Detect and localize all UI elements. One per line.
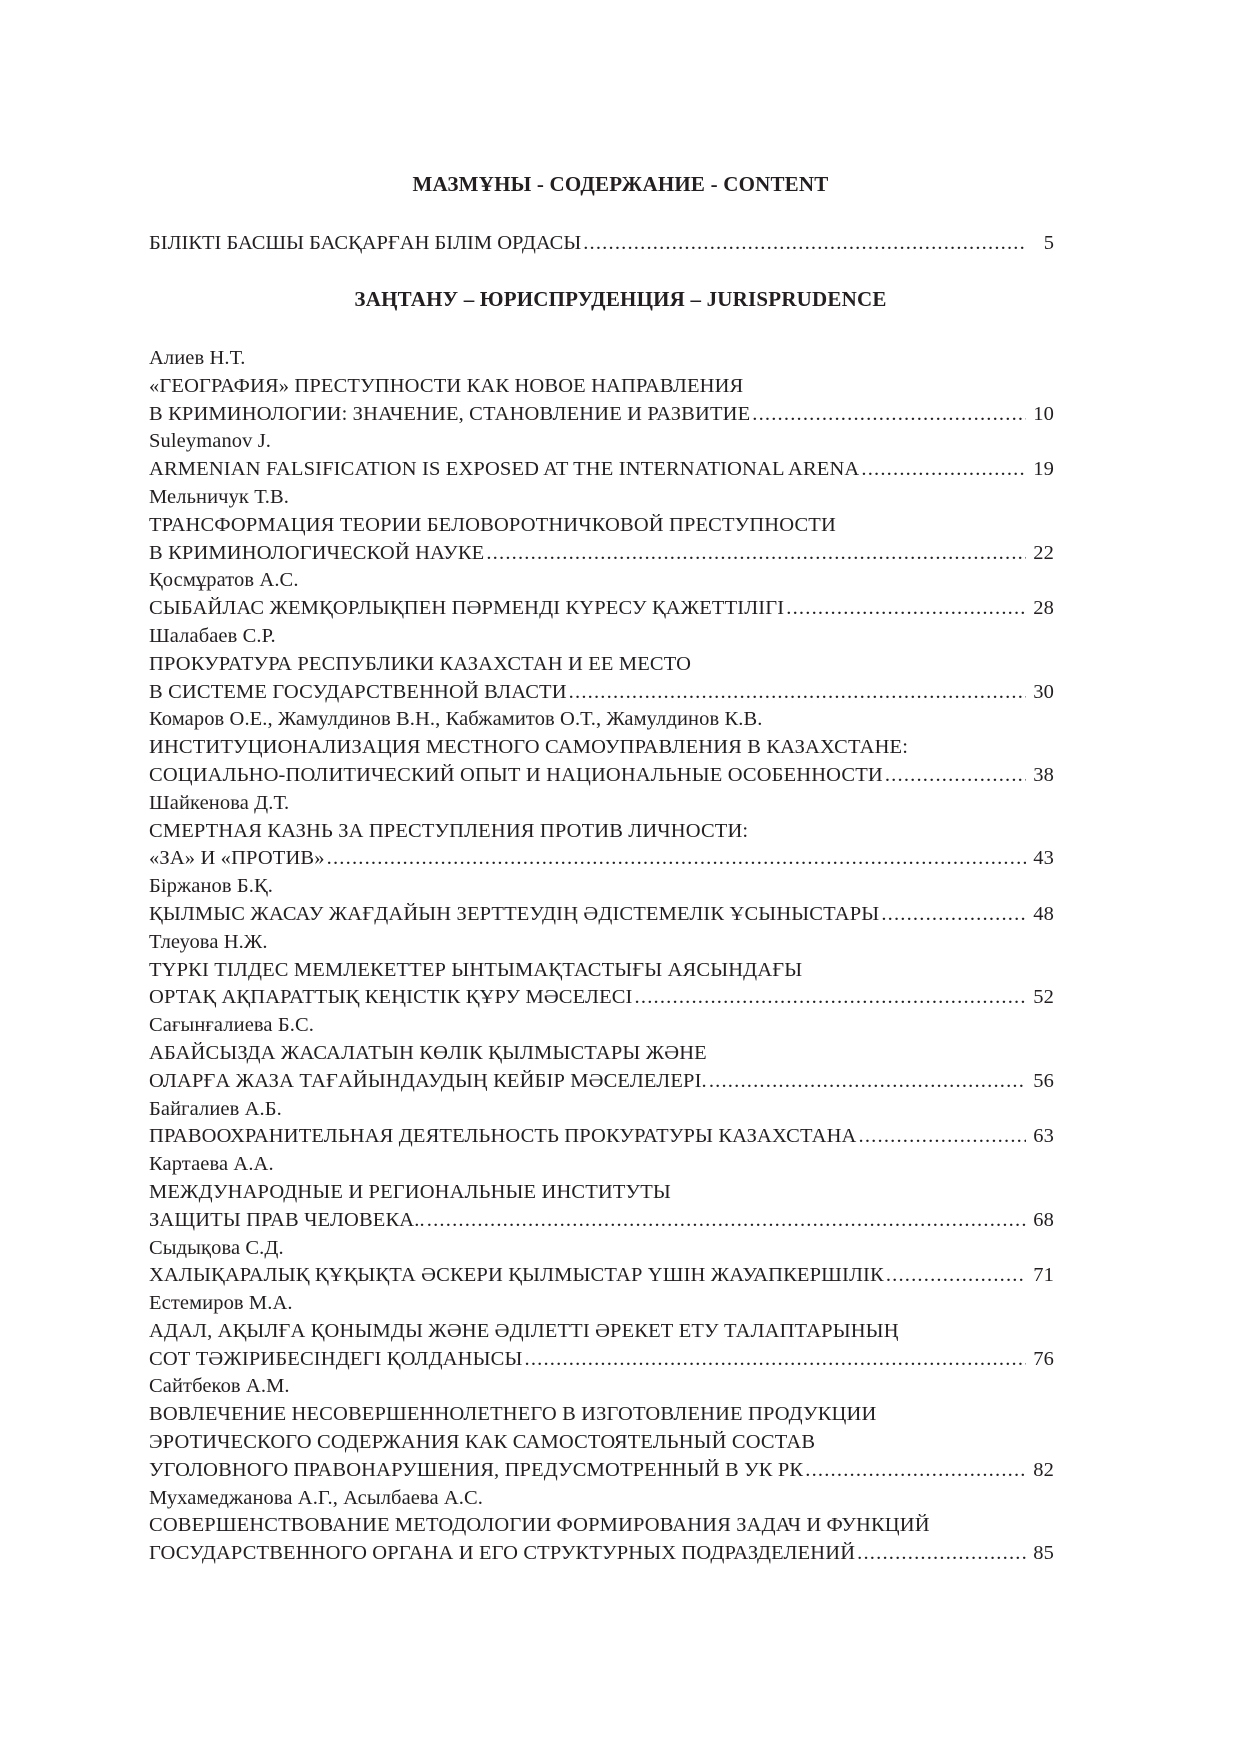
- dot-leader: [327, 845, 1026, 873]
- toc-entry-title-line: [149, 456, 1054, 484]
- toc-entry[interactable]: [149, 1096, 1054, 1152]
- toc-entry-title-line: [149, 1346, 1054, 1374]
- toc-entry-author: Картаева А.А.: [149, 1153, 274, 1176]
- toc-entry[interactable]: [149, 1373, 1054, 1484]
- toc-entry-title-text: СОЦИАЛЬНО-ПОЛИТИЧЕСКИЙ ОПЫТ И НАЦИОНАЛЬНЫЕ ОСОБЕННОСТИ: [149, 763, 883, 786]
- toc-entry-title-text: ARMENIAN FALSIFICATION IS EXPOSED AT THE INTERNATIONAL ARENA: [149, 458, 860, 481]
- dot-leader: [709, 1068, 1026, 1096]
- dot-leader: [786, 595, 1026, 623]
- toc-entry-title-line: [149, 595, 1054, 623]
- toc-entry-page: 43: [1033, 847, 1054, 870]
- toc-entry-title-line: [149, 1429, 1054, 1457]
- toc-entry-author: Естемиров М.А.: [149, 1292, 293, 1315]
- dot-leader: [486, 540, 1026, 568]
- toc-entry-page: 82: [1033, 1458, 1054, 1481]
- toc-entry-title-line: [149, 957, 1054, 985]
- dot-leader: [752, 401, 1026, 429]
- toc-entry-title-line: [149, 1262, 1054, 1290]
- toc-entry-title-line: [149, 401, 1054, 429]
- dot-leader: [861, 456, 1026, 484]
- dot-leader: [583, 230, 1026, 258]
- toc-entry-author: Сайтбеков А.М.: [149, 1375, 290, 1398]
- toc-intro: [149, 230, 1054, 258]
- toc-entry-author: Тлеуова Н.Ж.: [149, 930, 268, 953]
- toc-entry-title-text: ГОСУДАРСТВЕННОГО ОРГАНА И ЕГО СТРУКТУРНЫХ ПОДРАЗДЕЛЕНИЙ: [149, 1542, 856, 1565]
- toc-entry-title-line: [149, 1068, 1054, 1096]
- toc-entry-title-text: ПРОКУРАТУРА РЕСПУБЛИКИ КАЗАХСТАН И ЕЕ МЕСТО: [149, 652, 692, 675]
- toc-entry-title-text: УГОЛОВНОГО ПРАВОНАРУШЕНИЯ, ПРЕДУСМОТРЕННЫЙ В УК РК: [149, 1458, 804, 1481]
- toc-entry-page: 38: [1033, 763, 1054, 786]
- toc-entry-title-line: [149, 1207, 1054, 1235]
- toc-entry[interactable]: [149, 790, 1054, 873]
- toc-entry-title-line: [149, 734, 1054, 762]
- toc-entry-page: 76: [1033, 1347, 1054, 1370]
- toc-entry-author: Қосмұратов А.С.: [149, 569, 299, 592]
- page-title: МАЗМҰНЫ - СОДЕРЖАНИЕ - CONTENT: [412, 172, 829, 196]
- toc-intro-page: 5: [1043, 232, 1054, 254]
- toc-entry-title-text: В КРИМИНОЛОГИЧЕСКОЙ НАУКЕ: [149, 541, 485, 564]
- toc-entry-title-text: ЗАЩИТЫ ПРАВ ЧЕЛОВЕКА..: [149, 1208, 425, 1231]
- toc-entry-author: Шалабаев С.Р.: [149, 624, 276, 647]
- toc-entry[interactable]: [149, 1290, 1054, 1373]
- toc-entry-page: 52: [1033, 986, 1054, 1009]
- toc-entry-title-text: АДАЛ, АҚЫЛҒА ҚОНЫМДЫ ЖӘНЕ ӘДІЛЕТТІ ӘРЕКЕТ ЕТУ ТАЛАПТАРЫНЫҢ: [149, 1319, 899, 1342]
- toc-entry-title-line: [149, 1040, 1054, 1068]
- toc-entry-title-text: СМЕРТНАЯ КАЗНЬ ЗА ПРЕСТУПЛЕНИЯ ПРОТИВ ЛИЧНОСТИ:: [149, 819, 749, 842]
- toc-entry[interactable]: [149, 567, 1054, 623]
- toc-entry-page: 28: [1033, 597, 1054, 620]
- toc-entry-page: 48: [1033, 902, 1054, 925]
- toc-entry-author: Комаров О.Е., Жамулдинов В.Н., Кабжамитов О.Т., Жамулдинов К.В.: [149, 708, 763, 731]
- toc-entry[interactable]: [149, 623, 1054, 706]
- toc-entry-page: 30: [1033, 680, 1054, 703]
- dot-leader: [886, 1262, 1026, 1290]
- dot-leader: [805, 1457, 1026, 1485]
- dot-leader: [427, 1207, 1026, 1235]
- toc-entry-title-line: [149, 651, 1054, 679]
- toc-entry[interactable]: [149, 873, 1054, 929]
- toc-entry-title-line: [149, 1179, 1054, 1207]
- toc-entry-title-line: [149, 984, 1054, 1012]
- toc-entry-author: Мухамеджанова А.Г., Асылбаева А.С.: [149, 1486, 484, 1509]
- dot-leader: [859, 1123, 1026, 1151]
- toc-entry-page: 22: [1033, 541, 1054, 564]
- toc-entry-title-text: ТРАНСФОРМАЦИЯ ТЕОРИИ БЕЛОВОРОТНИЧКОВОЙ ПРЕСТУПНОСТИ: [149, 513, 836, 536]
- toc-entry-title-text: В КРИМИНОЛОГИИ: ЗНАЧЕНИЕ, СТАНОВЛЕНИЕ И РАЗВИТИЕ: [149, 402, 751, 425]
- toc-entry-author: Шайкенова Д.Т.: [149, 791, 290, 814]
- toc-entry-title-line: [149, 1540, 1054, 1568]
- toc-entry-title-text: МЕЖДУНАРОДНЫЕ И РЕГИОНАЛЬНЫЕ ИНСТИТУТЫ: [149, 1180, 671, 1203]
- dot-leader: [525, 1346, 1027, 1374]
- toc-entry-title-text: В СИСТЕМЕ ГОСУДАРСТВЕННОЙ ВЛАСТИ: [149, 680, 567, 703]
- toc-entry[interactable]: [149, 1485, 1054, 1568]
- toc-entry-title-text: «ЗА» И «ПРОТИВ»: [149, 847, 325, 870]
- dot-leader: [569, 679, 1026, 707]
- toc-entry[interactable]: [149, 1012, 1054, 1095]
- toc-entry-title-line: [149, 373, 1054, 401]
- toc-entry[interactable]: [149, 1151, 1054, 1234]
- toc-intro-title: БІЛІКТІ БАСШЫ БАСҚАРҒАН БІЛІМ ОРДАСЫ: [149, 232, 582, 254]
- toc-entry-title-text: ОЛАРҒА ЖАЗА ТАҒАЙЫНДАУДЫҢ КЕЙБІР МӘСЕЛЕЛЕРІ.: [149, 1069, 707, 1092]
- toc-entry-title-text: СОТ ТӘЖІРИБЕСІНДЕГІ ҚОЛДАНЫСЫ: [149, 1347, 523, 1370]
- toc-entry-title-text: «ГЕОГРАФИЯ» ПРЕСТУПНОСТИ КАК НОВОЕ НАПРАВЛЕНИЯ: [149, 374, 744, 397]
- toc-entry-title-text: АБАЙСЫЗДА ЖАСАЛАТЫН КӨЛІК ҚЫЛМЫСТАРЫ ЖӘНЕ: [149, 1041, 707, 1064]
- toc-entry-author: Сағынғалиева Б.С.: [149, 1014, 314, 1037]
- toc-entry-title-text: ҚЫЛМЫС ЖАСАУ ЖАҒДАЙЫН ЗЕРТТЕУДІҢ ӘДІСТЕМЕЛІК ҰСЫНЫСТАРЫ: [149, 902, 880, 925]
- toc-entry-page: 63: [1033, 1125, 1054, 1148]
- dot-leader: [885, 762, 1026, 790]
- toc-list: [149, 345, 1054, 1568]
- toc-entry-page: 68: [1033, 1208, 1054, 1231]
- toc-entry-title-line: [149, 512, 1054, 540]
- toc-entry-author: Suleymanov J.: [149, 430, 272, 453]
- toc-entry-author: Мельничук Т.В.: [149, 485, 290, 508]
- toc-entry-title-line: [149, 1401, 1054, 1429]
- toc-entry-page: 56: [1033, 1069, 1054, 1092]
- toc-entry-author: Байгалиев А.Б.: [149, 1097, 282, 1120]
- toc-entry-title-line: [149, 901, 1054, 929]
- section-heading: ЗАҢТАНУ – ЮРИСПРУДЕНЦИЯ – JURISPRUDENCE: [354, 287, 887, 311]
- toc-entry-title-text: ТҮРКІ ТІЛДЕС МЕМЛЕКЕТТЕР ЫНТЫМАҚТАСТЫҒЫ АЯСЫНДАҒЫ: [149, 958, 803, 981]
- toc-entry[interactable]: [149, 929, 1054, 1012]
- toc-entry-page: 85: [1033, 1542, 1054, 1565]
- toc-entry-page: 71: [1033, 1264, 1054, 1287]
- toc-entry-title-text: ИНСТИТУЦИОНАЛИЗАЦИЯ МЕСТНОГО САМОУПРАВЛЕНИЯ В КАЗАХСТАНЕ:: [149, 736, 909, 759]
- dot-leader: [881, 901, 1026, 929]
- toc-entry-title-text: ЭРОТИЧЕСКОГО СОДЕРЖАНИЯ КАК САМОСТОЯТЕЛЬНЫЙ СОСТАВ: [149, 1431, 816, 1454]
- toc-entry-title-line: [149, 762, 1054, 790]
- toc-entry-author: Біржанов Б.Қ.: [149, 875, 273, 898]
- toc-entry-title-text: ХАЛЫҚАРАЛЫҚ ҚҰҚЫҚТА ӘСКЕРИ ҚЫЛМЫСТАР ҮШІН ЖАУАПКЕРШІЛІК: [149, 1264, 884, 1287]
- toc-entry[interactable]: [149, 345, 1054, 428]
- toc-entry-title-text: ПРАВООХРАНИТЕЛЬНАЯ ДЕЯТЕЛЬНОСТЬ ПРОКУРАТУРЫ КАЗАХСТАНА: [149, 1125, 857, 1148]
- toc-entry-author: Сыдықова С.Д.: [149, 1236, 284, 1259]
- toc-entry-title-line: [149, 679, 1054, 707]
- toc-entry-page: 19: [1033, 458, 1054, 481]
- toc-entry-title-text: ОРТАҚ АҚПАРАТТЫҚ КЕҢІСТІК ҚҰРУ МӘСЕЛЕСІ: [149, 986, 633, 1009]
- toc-entry-title-line: [149, 1512, 1054, 1540]
- toc-entry-title-line: [149, 1123, 1054, 1151]
- toc-entry-title-line: [149, 1457, 1054, 1485]
- toc-entry-page: 10: [1033, 402, 1054, 425]
- toc-entry-title-text: ВОВЛЕЧЕНИЕ НЕСОВЕРШЕННОЛЕТНЕГО В ИЗГОТОВЛЕНИЕ ПРОДУКЦИИ: [149, 1403, 877, 1426]
- toc-entry[interactable]: [149, 1235, 1054, 1291]
- dot-leader: [635, 984, 1026, 1012]
- toc-entry-title-line: [149, 845, 1054, 873]
- toc-entry-title-line: [149, 818, 1054, 846]
- toc-entry[interactable]: [149, 428, 1054, 484]
- toc-entry[interactable]: [149, 706, 1054, 789]
- toc-entry-title-text: СОВЕРШЕНСТВОВАНИЕ МЕТОДОЛОГИИ ФОРМИРОВАНИЯ ЗАДАЧ И ФУНКЦИЙ: [149, 1514, 930, 1537]
- toc-entry-title-line: [149, 540, 1054, 568]
- toc-intro-line[interactable]: [149, 230, 1054, 258]
- dot-leader: [857, 1540, 1026, 1568]
- toc-entry[interactable]: [149, 484, 1054, 567]
- toc-entry-author: Алиев Н.Т.: [149, 347, 246, 369]
- toc-entry-title-line: [149, 1318, 1054, 1346]
- toc-entry-title-text: СЫБАЙЛАС ЖЕМҚОРЛЫҚПЕН ПӘРМЕНДІ КҮРЕСУ ҚАЖЕТТІЛІГІ: [149, 597, 785, 620]
